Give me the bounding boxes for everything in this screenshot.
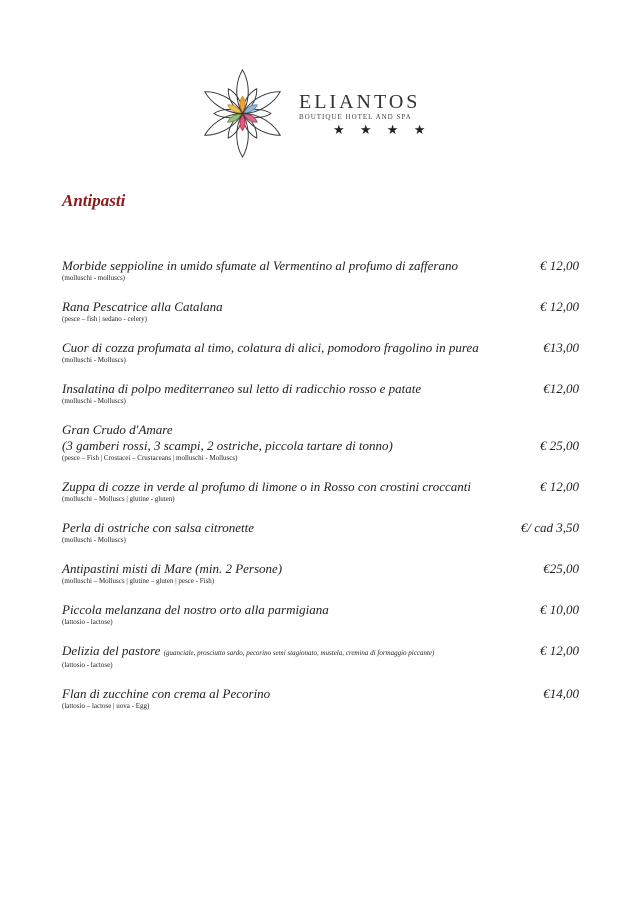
item-name: Morbide seppioline in umido sfumate al Vermentino al profumo di zafferano bbox=[62, 258, 458, 273]
item-allergens: (molluschi - Molluscs) bbox=[62, 356, 126, 364]
flower-logo-icon bbox=[195, 68, 290, 158]
menu-item bbox=[62, 686, 579, 711]
item-allergens: (molluschi – Molluscs | glutine - gluten) bbox=[62, 495, 175, 503]
menu-item bbox=[62, 561, 579, 586]
brand-text bbox=[299, 92, 459, 137]
brand-stars: ★ ★ ★ ★ bbox=[333, 122, 432, 137]
item-price: €25,00 bbox=[543, 561, 579, 576]
item-allergens: (pesce – fish | sedano - celery) bbox=[62, 315, 147, 323]
section-title: Antipasti bbox=[62, 191, 126, 210]
item-allergens: (pesce – Fish | Crostacei – Crustaceans | molluschi - Molluscs) bbox=[62, 454, 238, 462]
item-name: Perla di ostriche con salsa citronette bbox=[62, 520, 254, 535]
item-allergens: (lattosio - lactose) bbox=[62, 618, 113, 626]
item-price: € 25,00 bbox=[540, 438, 579, 453]
item-price: € 12,00 bbox=[540, 258, 579, 273]
item-note: (guanciale, prosciutto sardo, pecorino semi stagionato, mustela, cremina di formaggio piccante) bbox=[163, 649, 435, 657]
item-name: Cuor di cozza profumata al timo, colatura di alici, pomodoro fragolino in purea bbox=[62, 340, 479, 355]
item-name: Antipastini misti di Mare (min. 2 Persone) bbox=[62, 561, 283, 576]
menu-item bbox=[62, 602, 579, 627]
item-price: € 12,00 bbox=[540, 299, 579, 314]
item-subtitle: (3 gamberi rossi, 3 scampi, 2 ostriche, piccola tartare di tonno) bbox=[62, 438, 393, 453]
item-allergens: (molluschi - Molluscs) bbox=[62, 397, 126, 405]
item-price: €14,00 bbox=[543, 686, 579, 701]
item-name: Gran Crudo d'Amare bbox=[62, 422, 173, 437]
item-name-with-note bbox=[62, 643, 579, 661]
menu-item bbox=[62, 643, 579, 670]
item-price: €12,00 bbox=[543, 381, 579, 396]
item-allergens: (molluschi - Molluscs) bbox=[62, 536, 126, 544]
menu-item bbox=[62, 258, 579, 283]
brand-subtitle: BOUTIQUE HOTEL AND SPA bbox=[299, 113, 412, 121]
menu-item bbox=[62, 479, 579, 504]
item-allergens: (lattosio – lactose | uova - Egg) bbox=[62, 702, 150, 710]
menu-item bbox=[62, 340, 579, 365]
brand-logo bbox=[195, 68, 455, 158]
item-price: € 10,00 bbox=[540, 602, 579, 617]
menu-item bbox=[62, 520, 579, 545]
item-name: Flan di zucchine con crema al Pecorino bbox=[62, 686, 271, 701]
item-name: Zuppa di cozze in verde al profumo di limone o in Rosso con crostini croccanti bbox=[62, 479, 471, 494]
item-name: Piccola melanzana del nostro orto alla parmigiana bbox=[62, 602, 329, 617]
item-price: € 12,00 bbox=[540, 643, 579, 658]
menu-item bbox=[62, 422, 579, 463]
item-name: Delizia del pastore bbox=[62, 643, 161, 658]
brand-name: ELIANTOS bbox=[299, 91, 421, 113]
menu-list bbox=[62, 258, 579, 727]
item-allergens: (molluschi - molluscs) bbox=[62, 274, 125, 282]
item-name: Insalatina di polpo mediterraneo sul letto di radicchio rosso e patate bbox=[62, 381, 422, 396]
menu-item bbox=[62, 299, 579, 324]
item-name: Rana Pescatrice alla Catalana bbox=[62, 299, 223, 314]
menu-item bbox=[62, 381, 579, 406]
item-price: € 12,00 bbox=[540, 479, 579, 494]
item-allergens: (molluschi – Molluscs | glutine – gluten | pesce - Fish) bbox=[62, 577, 215, 585]
item-price: €13,00 bbox=[543, 340, 579, 355]
item-allergens: (lattosio - lactose) bbox=[62, 661, 113, 669]
item-price: €/ cad 3,50 bbox=[520, 520, 579, 535]
